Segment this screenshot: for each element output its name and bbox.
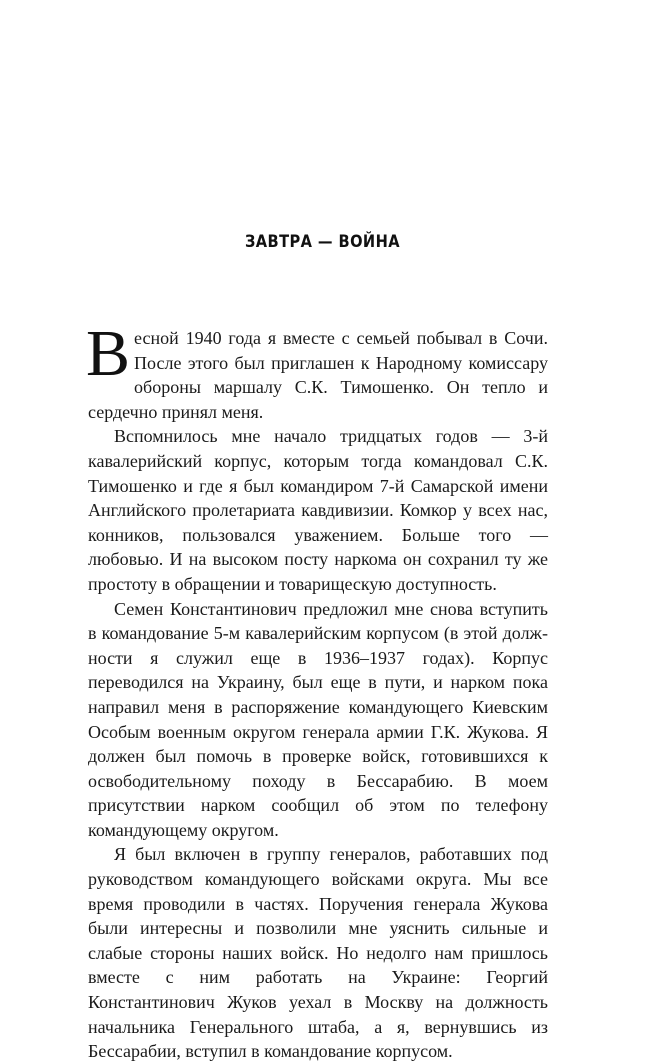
- paragraph-4: Я был включен в группу генералов, работавших под руководством командующего войсками округа. Мы все время проводили в частях. Поручения генерала Жукова были интересны и позволили мне уяснить сильные и слабые стороны наших войск. Но недолго нам пришлось вместе с ним работать на Украине: Георгий Константинович Жуков уехал в Москву на должность начальника Генерального штаба, а я, вернувшись из Бессарабии, вступил в командование корпусом.: [88, 844, 548, 1062]
- drop-cap: В: [86, 317, 131, 390]
- paragraph-3: Семен Константинович предложил мне снова вступить в командование 5-м кавалерийским корпусом (в этой должности я служил еще в 1936–1937 годах). Корпус переводился на Украину, был еще в пути, и нарком пока направил меня в распоряжение командующего Киевским Особым военным округом генерала армии Г.К. Жукова. Я должен был помочь в проверке войск, готовившихся к освободительному походу в Бессарабию. В моем присутствии нарком сообщил об этом по телефону командующему округом.: [88, 598, 548, 840]
- paragraph-2: Вспомнилось мне начало тридцатых годов — 3-й кавалерийский корпус, которым тогда командовал С.К. Тимошенко и где я был командиром 7-й Самарской имени Английского пролетариата кавдивизии. Комкор у всех нас, конников, пользовался уважением. Больше того — любовью. И на высоком посту наркома он сохранил ту же простоту в обращении и товарищескую доступность.: [88, 426, 548, 594]
- body-text: [86, 317, 548, 1064]
- paragraph-1: [86, 317, 548, 424]
- paragraph-1-text: есной 1940 года я вместе с семьей побывал в Сочи. После этого был приглашен к Народному комиссару обороны маршалу С.К. Тимошенко. Он тепло и сердечно принял меня.: [88, 328, 548, 422]
- chapter-title: ЗАВТРА — ВОЙНА: [244, 232, 401, 252]
